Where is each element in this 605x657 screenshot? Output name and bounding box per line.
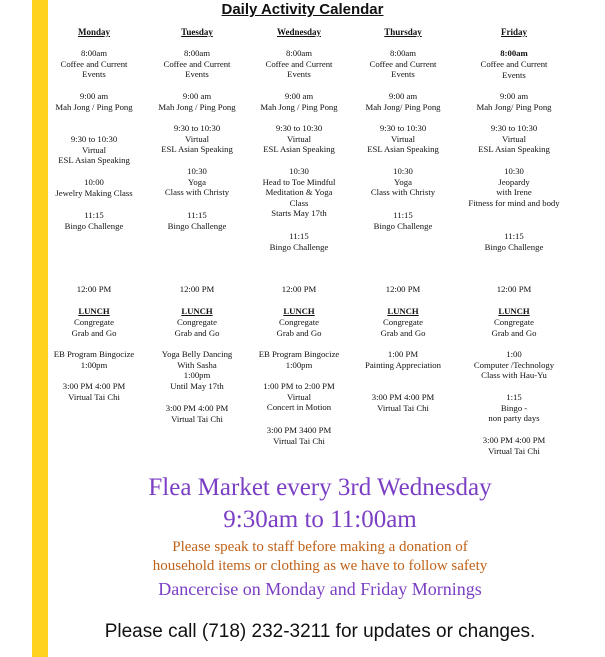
donation-notice-line1: Please speak to staff before making a donation of bbox=[172, 539, 468, 555]
event-8am-detail: Coffee and Current Events bbox=[480, 59, 548, 80]
lunch-label: LUNCH bbox=[283, 306, 315, 316]
lunch-label: LUNCH bbox=[181, 306, 213, 316]
event-8am: 8:00am Coffee and Current Events bbox=[265, 48, 333, 80]
event-930: 9:30 to 10:30 Virtual ESL Asian Speaking bbox=[161, 123, 233, 155]
event-1030: 10:30 Yoga Class with Christy bbox=[164, 166, 230, 198]
event-930: 9:30 to 10:30 Virtual ESL Asian Speaking bbox=[263, 123, 335, 155]
lunch-detail: Congregate Grab and Go bbox=[174, 317, 220, 338]
event-930: 9:30 to 10:30 Virtual ESL Asian Speaking bbox=[58, 134, 130, 166]
contact-phone-note: Please call (718) 232-3211 for updates or changes. bbox=[104, 621, 536, 642]
event-pm3: 3:00 PM 3400 PM Virtual Tai Chi bbox=[266, 425, 332, 446]
donation-notice-line2: household items or clothing as we have to follow safety bbox=[152, 558, 488, 574]
day-header: Tuesday bbox=[181, 27, 213, 37]
event-9am: 9:00 am Mah Jong / Ping Pong bbox=[158, 91, 236, 112]
event-noon: 12:00 PM bbox=[76, 284, 112, 294]
event-8am: 8:00am Coffee and Current Events bbox=[163, 48, 231, 80]
lunch-label: LUNCH bbox=[387, 306, 419, 316]
event-10am: 10:00 Jewelry Making Class bbox=[55, 177, 133, 198]
day-column-friday bbox=[456, 27, 572, 456]
event-pm1: 1:00 PM Painting Appreciation bbox=[364, 349, 441, 370]
event-1030: 10:30 Jeopardy with Irene Fitness for mind and body bbox=[468, 166, 560, 208]
event-pm2: 3:00 PM 4:00 PM Virtual Tai Chi bbox=[62, 381, 126, 402]
flea-market-heading: Flea Market every 3rd Wednesday bbox=[148, 474, 492, 501]
event-1115: 11:15 Bingo Challenge bbox=[167, 210, 227, 231]
event-8am: 8:00am Coffee and Current Events bbox=[369, 48, 437, 80]
event-930: 9:30 to 10:30 Virtual ESL Asian Speaking bbox=[367, 123, 439, 155]
lunch-detail: Congregate Grab and Go bbox=[71, 317, 117, 338]
event-1030: 10:30 Head to Toe Mindful Meditation & Yoga Class Starts May 17th bbox=[262, 166, 336, 219]
event-pm2: 3:00 PM 4:00 PM Virtual Tai Chi bbox=[371, 392, 435, 413]
event-9am: 9:00 am Mah Jong/ Ping Pong bbox=[365, 91, 441, 112]
event-9am: 9:00 am Mah Jong / Ping Pong bbox=[55, 91, 133, 112]
event-1115: 11:15 Bingo Challenge bbox=[64, 210, 124, 231]
day-header: Thursday bbox=[384, 27, 422, 37]
lunch-label: LUNCH bbox=[498, 306, 530, 316]
event-930: 9:30 to 10:30 Virtual ESL Asian Speaking bbox=[478, 123, 550, 155]
event-pm1: EB Program Bingocize 1:00pm bbox=[53, 349, 135, 370]
lunch-detail: Congregate Grab and Go bbox=[380, 317, 426, 338]
event-noon: 12:00 PM bbox=[385, 284, 421, 294]
event-pm1: 1:00 Computer /Technology Class with Hau-Yu bbox=[473, 349, 555, 381]
event-1115: 11:15 Bingo Challenge bbox=[269, 231, 329, 252]
lunch-detail: Congregate Grab and Go bbox=[491, 317, 537, 338]
event-pm2: 1:15 Bingo - non party days bbox=[488, 392, 540, 424]
dancercise-note: Dancercise on Monday and Friday Mornings bbox=[158, 579, 482, 599]
lunch-detail: Congregate Grab and Go bbox=[276, 317, 322, 338]
event-pm1: Yoga Belly Dancing With Sasha 1:00pm Until May 17th bbox=[161, 349, 233, 391]
event-1115: 11:15 Bingo Challenge bbox=[373, 210, 433, 231]
event-noon: 12:00 PM bbox=[179, 284, 215, 294]
event-1030: 10:30 Yoga Class with Christy bbox=[370, 166, 436, 198]
event-pm2: 1:00 PM to 2:00 PM Virtual Concert in Motion bbox=[263, 381, 335, 413]
day-column-monday bbox=[42, 27, 146, 447]
event-pm1: EB Program Bingocize 1:00pm bbox=[258, 349, 340, 370]
day-header: Friday bbox=[501, 27, 527, 37]
day-column-tuesday bbox=[146, 27, 248, 447]
event-noon: 12:00 PM bbox=[281, 284, 317, 294]
day-header: Monday bbox=[77, 27, 110, 37]
event-8am: 8:00am bbox=[500, 48, 528, 58]
event-1115: 11:15 Bingo Challenge bbox=[484, 231, 544, 252]
lunch-label: LUNCH bbox=[78, 306, 110, 316]
day-column-wednesday bbox=[248, 27, 350, 447]
day-header: Wednesday bbox=[276, 27, 321, 37]
event-9am: 9:00 am Mah Jong/ Ping Pong bbox=[476, 91, 552, 112]
day-column-thursday bbox=[350, 27, 456, 447]
event-noon: 12:00 PM bbox=[496, 284, 532, 294]
event-8am: 8:00am Coffee and Current Events bbox=[60, 48, 128, 80]
event-pm2: 3:00 PM 4:00 PM Virtual Tai Chi bbox=[165, 403, 229, 424]
event-pm3: 3:00 PM 4:00 PM Virtual Tai Chi bbox=[482, 435, 546, 456]
flea-market-time: 9:30am to 11:00am bbox=[223, 506, 417, 533]
page-title: Daily Activity Calendar bbox=[221, 1, 384, 18]
event-9am: 9:00 am Mah Jong / Ping Pong bbox=[260, 91, 338, 112]
